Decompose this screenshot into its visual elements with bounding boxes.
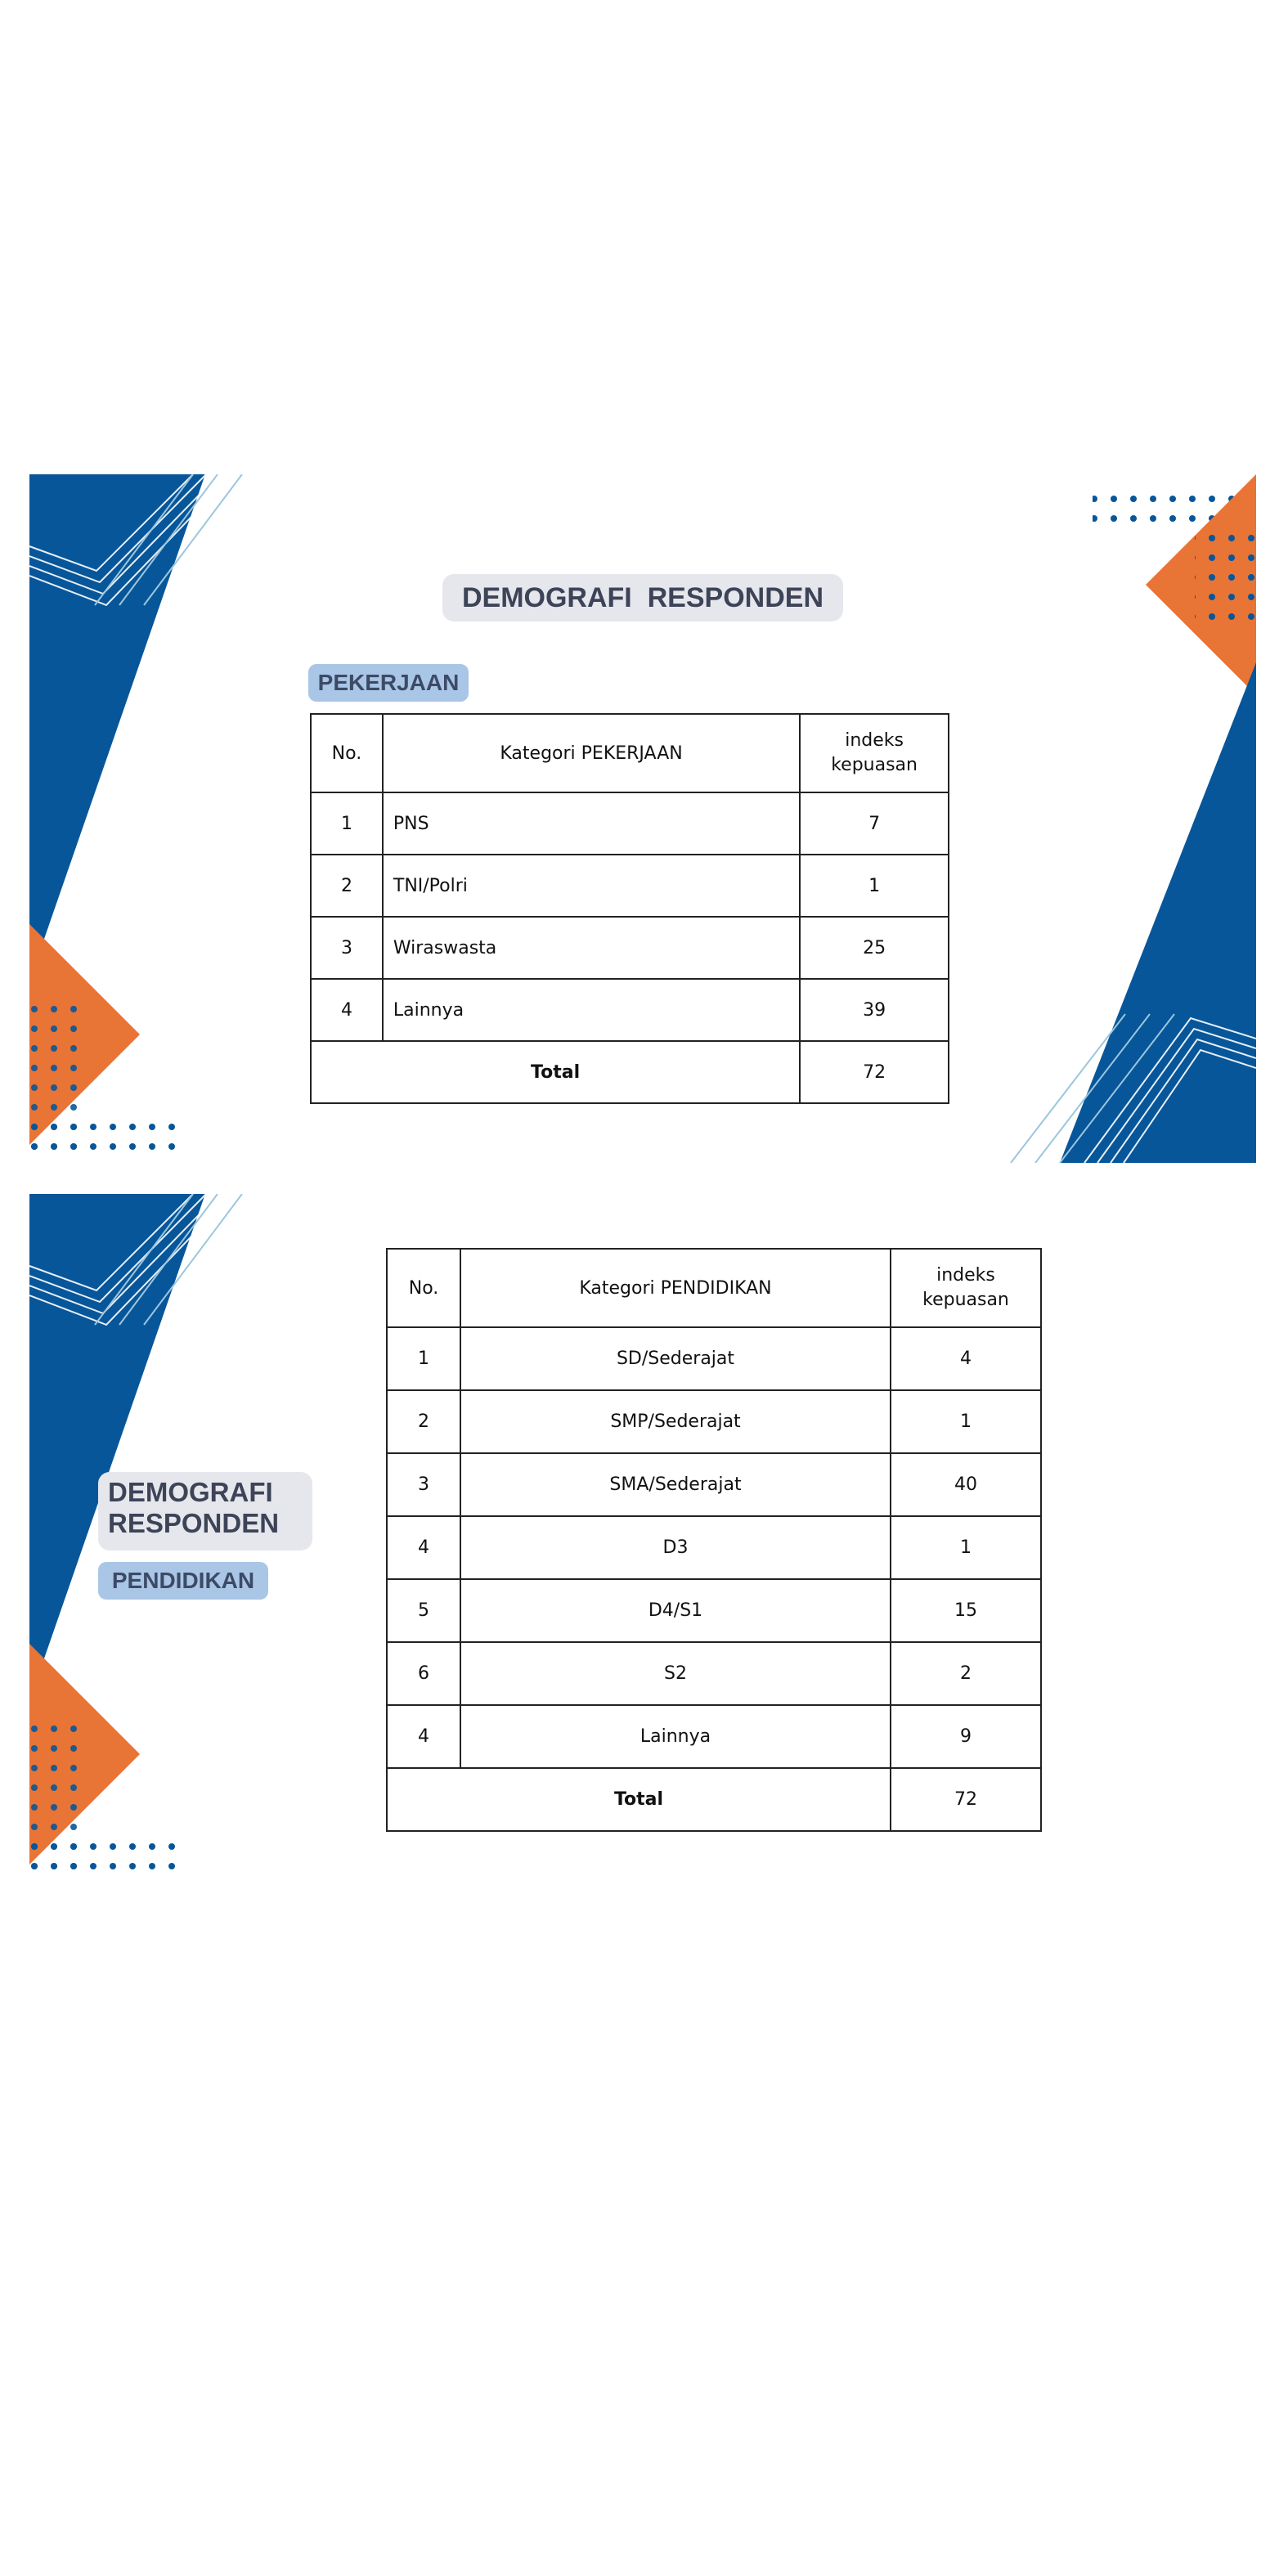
table-row: [387, 1327, 1041, 1390]
right-blue-stripe: [1060, 662, 1256, 1163]
pekerjaan-table: [310, 713, 949, 1104]
row-indeks: 4: [891, 1327, 1041, 1390]
row-no: 4: [387, 1705, 460, 1768]
row-kategori: SMP/Sederajat: [460, 1390, 891, 1453]
row-no: 1: [311, 792, 383, 855]
row-indeks: 40: [891, 1453, 1041, 1516]
total-value: 72: [800, 1041, 949, 1103]
row-kategori: D4/S1: [460, 1579, 891, 1642]
row-kategori: SD/Sederajat: [460, 1327, 891, 1390]
table-row: [387, 1579, 1041, 1642]
row-indeks: 1: [891, 1516, 1041, 1579]
row-kategori: Lainnya: [460, 1705, 891, 1768]
header-kategori: Kategori PEKERJAAN: [383, 714, 800, 792]
header-indeks: indeks kepuasan: [891, 1249, 1041, 1327]
row-no: 2: [387, 1390, 460, 1453]
row-indeks: 39: [800, 979, 949, 1041]
row-indeks: 15: [891, 1579, 1041, 1642]
header-indeks: indeks kepuasan: [800, 714, 949, 792]
header-kategori: Kategori PENDIDIKAN: [460, 1249, 891, 1327]
table-total-row: [387, 1768, 1041, 1831]
table-row: [311, 979, 949, 1041]
table-total-row: [311, 1041, 949, 1103]
row-no: 5: [387, 1579, 460, 1642]
row-kategori: S2: [460, 1642, 891, 1705]
table-row: [387, 1705, 1041, 1768]
row-no: 4: [311, 979, 383, 1041]
total-label: Total: [387, 1768, 891, 1831]
header-no: No.: [311, 714, 383, 792]
table-row: [387, 1516, 1041, 1579]
page-title: DEMOGRAFI RESPONDEN: [442, 574, 843, 622]
table-row: [311, 855, 949, 917]
row-no: 6: [387, 1642, 460, 1705]
row-kategori: SMA/Sederajat: [460, 1453, 891, 1516]
table-header-row: [311, 714, 949, 792]
row-kategori: Lainnya: [383, 979, 800, 1041]
row-indeks: 1: [891, 1390, 1041, 1453]
table-header-row: [387, 1249, 1041, 1327]
section-label-pendidikan: PENDIDIKAN: [98, 1562, 268, 1600]
table-row: [311, 917, 949, 979]
table-row: [387, 1390, 1041, 1453]
row-indeks: 9: [891, 1705, 1041, 1768]
row-kategori: D3: [460, 1516, 891, 1579]
header-no: No.: [387, 1249, 460, 1327]
row-indeks: 1: [800, 855, 949, 917]
row-no: 2: [311, 855, 383, 917]
row-kategori: TNI/Polri: [383, 855, 800, 917]
pendidikan-table: [386, 1248, 1042, 1832]
total-label: Total: [311, 1041, 800, 1103]
left-dots-row: [29, 1116, 185, 1161]
section-label-pekerjaan: PEKERJAAN: [308, 664, 469, 702]
row-no: 4: [387, 1516, 460, 1579]
table-row: [387, 1453, 1041, 1516]
row-no: 3: [387, 1453, 460, 1516]
slide-pekerjaan: [29, 474, 1256, 1163]
slide-pendidikan: [29, 1194, 1256, 1883]
row-no: 3: [311, 917, 383, 979]
row-indeks: 7: [800, 792, 949, 855]
left-dots-row: [29, 1836, 185, 1881]
row-kategori: PNS: [383, 792, 800, 855]
row-no: 1: [387, 1327, 460, 1390]
page-title: DEMOGRAFI RESPONDEN: [98, 1472, 312, 1551]
row-kategori: Wiraswasta: [383, 917, 800, 979]
table-row: [387, 1642, 1041, 1705]
row-indeks: 2: [891, 1642, 1041, 1705]
total-value: 72: [891, 1768, 1041, 1831]
table-row: [311, 792, 949, 855]
row-indeks: 25: [800, 917, 949, 979]
